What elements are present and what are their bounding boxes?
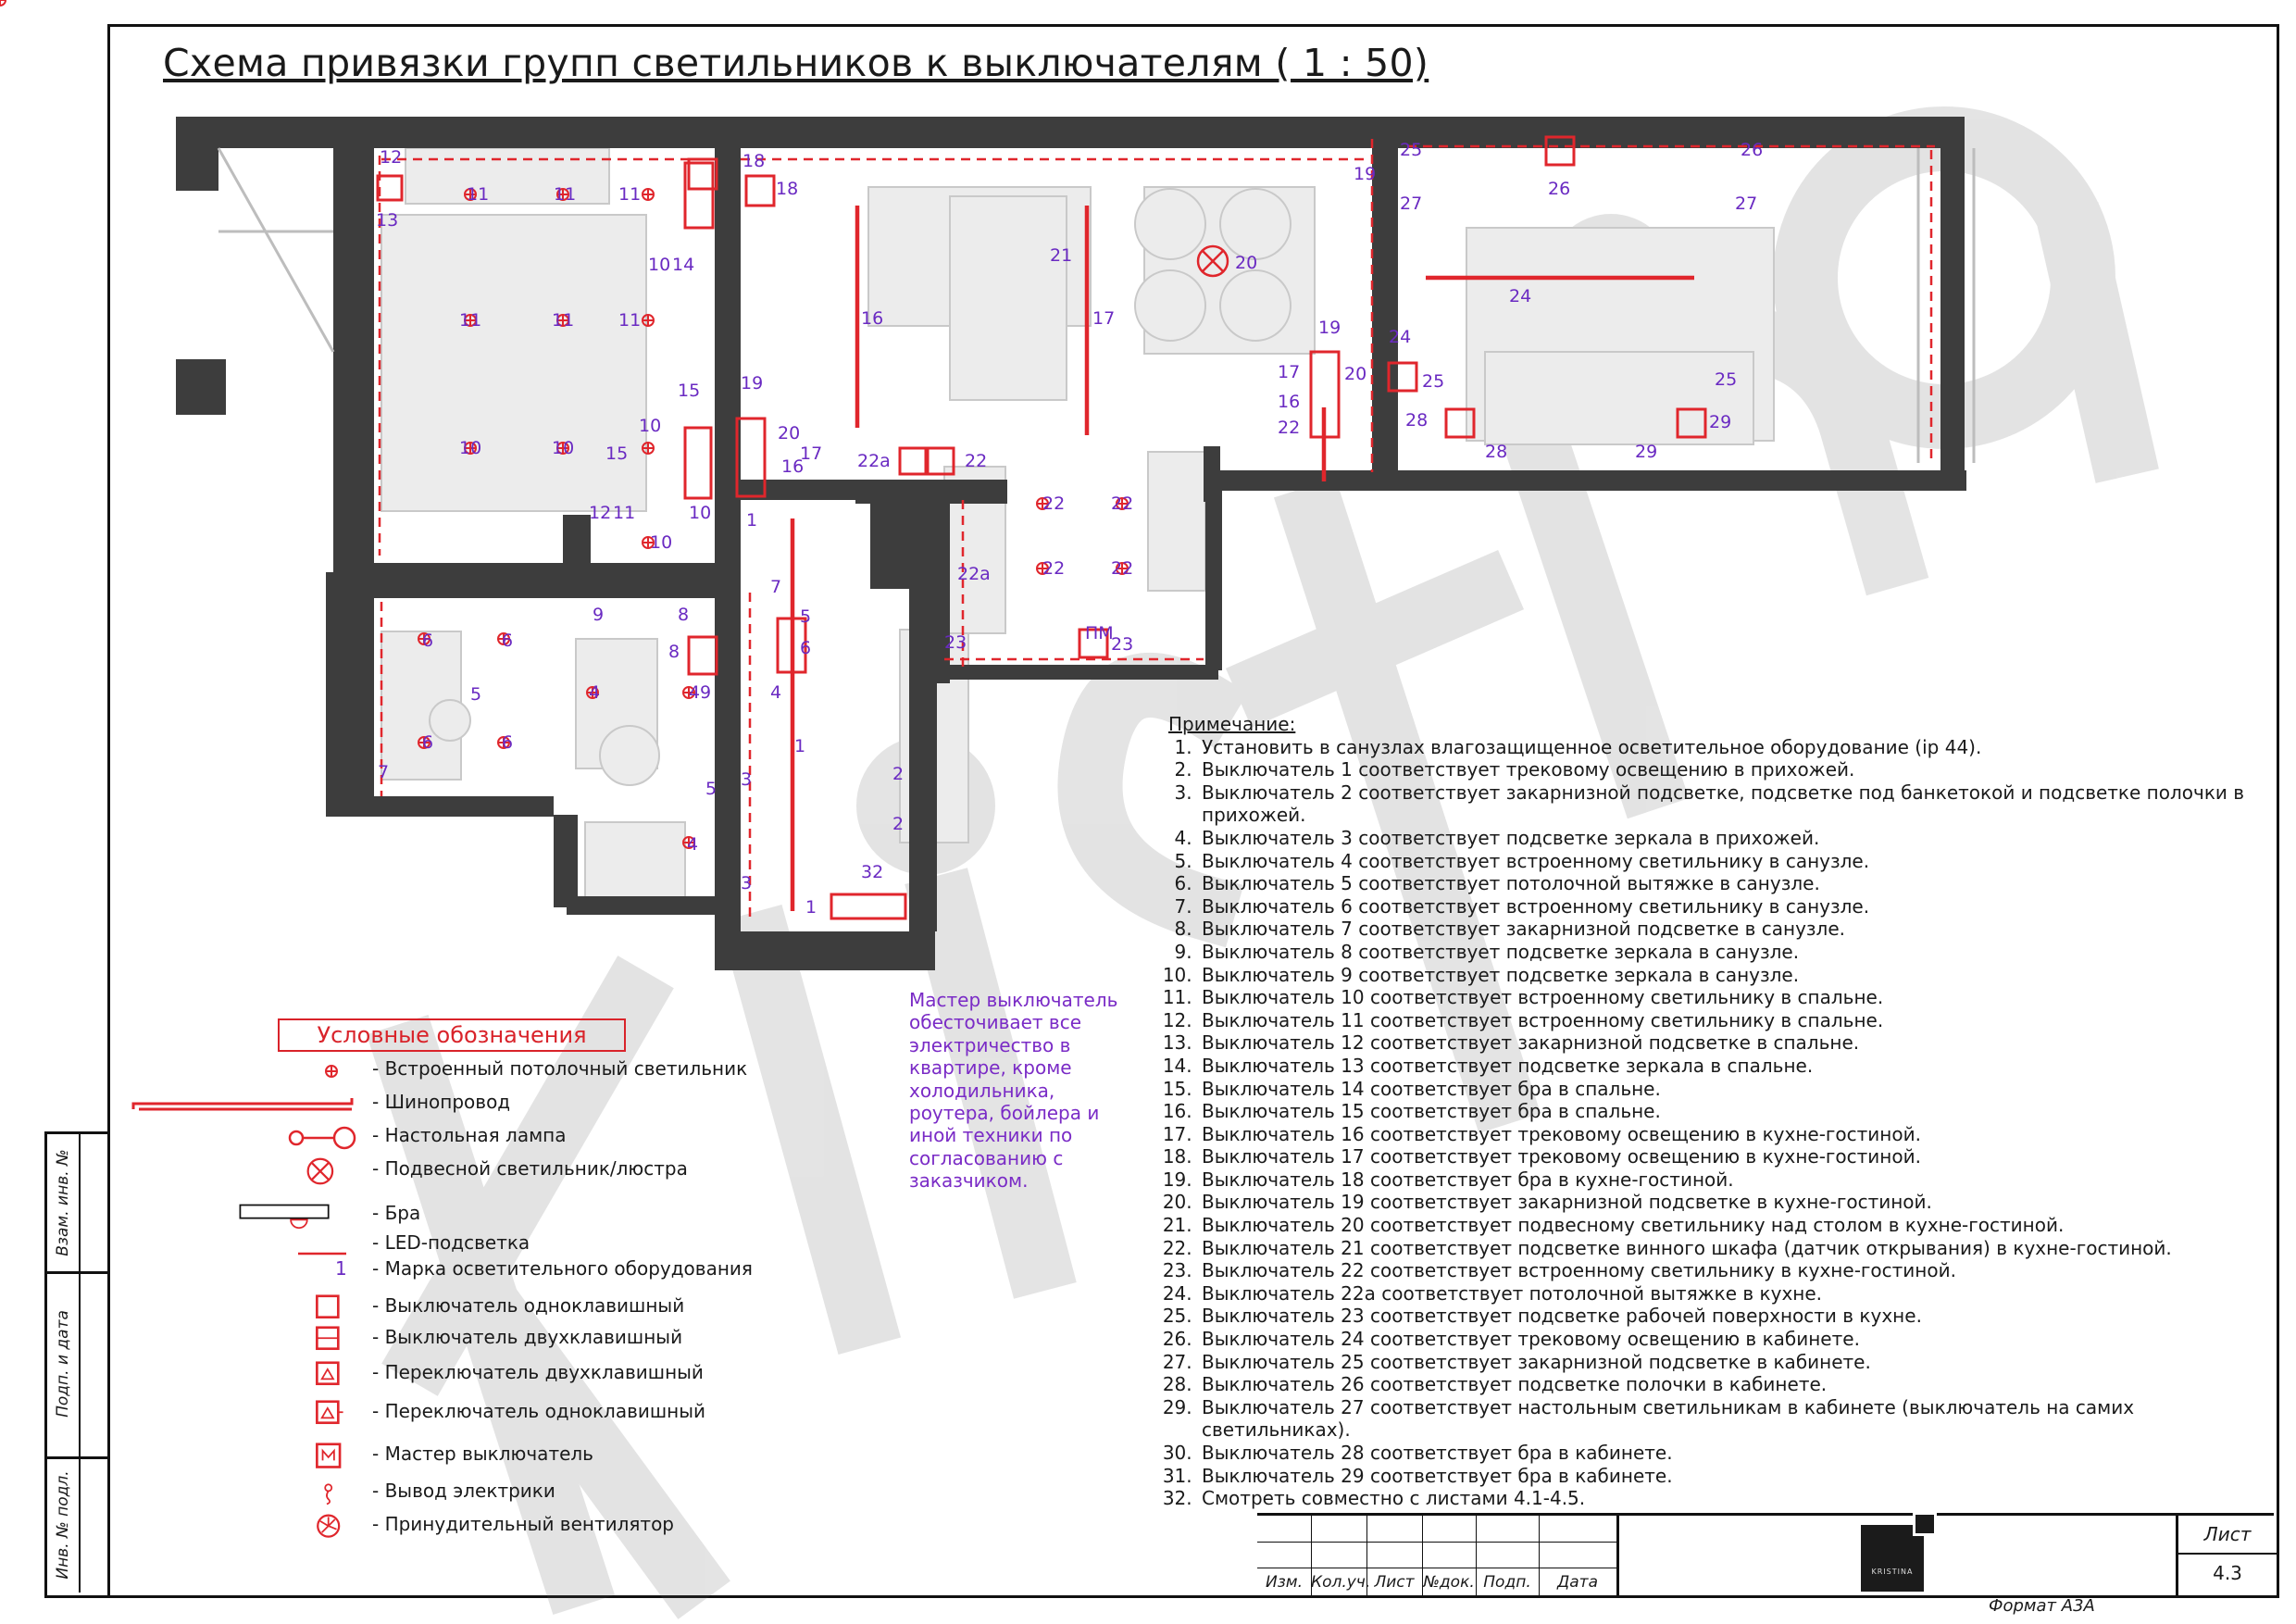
svg-text:11: 11 <box>554 184 577 205</box>
note-item: 19. Выключатель 18 соответствует бра в кухне-гостиной. <box>1198 1168 2261 1192</box>
col-doc: №док. <box>1423 1573 1475 1592</box>
switch-single-icon <box>130 1294 370 1322</box>
sconce-icon <box>130 1202 370 1230</box>
note-item: 2. Выключатель 1 соответствует трековому освещению в прихожей. <box>1198 758 2261 781</box>
svg-text:16: 16 <box>861 308 884 329</box>
svg-text:4: 4 <box>689 682 701 703</box>
recessed-light-icon <box>130 1057 370 1085</box>
svg-text:20: 20 <box>1344 364 1367 384</box>
legend-title: Условные обозначения <box>278 1018 626 1052</box>
svg-text:8: 8 <box>668 642 680 662</box>
svg-text:11: 11 <box>618 310 642 331</box>
page-title: Схема привязки групп светильников к выключателям ( 1 : 50) <box>163 41 1429 85</box>
note-item: 4. Выключатель 3 соответствует подсветке зеркала в прихожей. <box>1198 827 2261 850</box>
note-item: 28. Выключатель 26 соответствует подсветке полочки в кабинете. <box>1198 1373 2261 1396</box>
marker-icon: 1 <box>335 1257 347 1280</box>
note-item: 17. Выключатель 16 соответствует трековому освещению в кухне-гостиной. <box>1198 1123 2261 1146</box>
note-item: 27. Выключатель 25 соответствует закарнизной подсветке в кабинете. <box>1198 1351 2261 1374</box>
col-list: Лист <box>1374 1573 1415 1592</box>
toggle-single-icon <box>130 1400 370 1428</box>
svg-text:11: 11 <box>552 310 575 331</box>
col-izm: Изм. <box>1266 1573 1303 1592</box>
note-item: 26. Выключатель 24 соответствует трековому освещению в кабинете. <box>1198 1328 2261 1351</box>
title-block <box>1257 1513 2274 1595</box>
svg-text:29: 29 <box>1709 412 1732 432</box>
note-item: 18. Выключатель 17 соответствует трековому освещению в кухне-гостиной. <box>1198 1145 2261 1168</box>
svg-text:22: 22 <box>1111 558 1134 579</box>
svg-text:32: 32 <box>861 862 884 882</box>
svg-text:1: 1 <box>805 897 817 918</box>
svg-text:6: 6 <box>800 638 812 658</box>
note-item: 21. Выключатель 20 соответствует подвесному светильнику над столом в кухне-гостиной. <box>1198 1214 2261 1237</box>
svg-text:14: 14 <box>672 255 695 275</box>
note-item: 30. Выключатель 28 соответствует бра в кабинете. <box>1198 1442 2261 1465</box>
company-logo: KRISTINA <box>1861 1525 1924 1592</box>
svg-text:2: 2 <box>892 764 905 784</box>
svg-text:29: 29 <box>1635 442 1658 462</box>
side-title-block <box>44 1131 110 1598</box>
svg-text:22: 22 <box>965 451 988 471</box>
svg-text:9: 9 <box>593 605 605 625</box>
wire-outlet-icon <box>130 1480 370 1507</box>
sheet-number-cell <box>2176 1516 2277 1595</box>
svg-text:26: 26 <box>1548 179 1571 199</box>
svg-text:16: 16 <box>1278 392 1301 412</box>
toggle-double-icon <box>130 1361 370 1389</box>
svg-text:10: 10 <box>552 438 575 458</box>
note-item: 6. Выключатель 5 соответствует потолочной вытяжке в санузле. <box>1198 872 2261 895</box>
svg-text:6: 6 <box>422 732 434 753</box>
svg-text:4: 4 <box>770 682 782 703</box>
note-item: 16. Выключатель 15 соответствует бра в спальне. <box>1198 1100 2261 1123</box>
note-item: 12. Выключатель 11 соответствует встроенному светильнику в спальне. <box>1198 1009 2261 1032</box>
led-strip-icon <box>130 1231 370 1259</box>
svg-text:21: 21 <box>1050 245 1073 266</box>
svg-text:20: 20 <box>1235 253 1258 273</box>
side-cell-replace: Взам. инв. № <box>47 1134 110 1274</box>
svg-text:10: 10 <box>639 416 662 436</box>
note-item: 14. Выключатель 13 соответствует подсветке зеркала в спальне. <box>1198 1055 2261 1078</box>
svg-text:22: 22 <box>1042 558 1066 579</box>
note-item: 23. Выключатель 22 соответствует встроенному светильнику в кухне-гостиной. <box>1198 1259 2261 1282</box>
svg-text:1: 1 <box>746 510 758 531</box>
svg-text:11: 11 <box>613 503 636 523</box>
svg-text:24: 24 <box>1509 286 1532 306</box>
note-item: 10. Выключатель 9 соответствует подсветке зеркала в санузле. <box>1198 964 2261 987</box>
svg-text:18: 18 <box>742 151 766 171</box>
svg-text:10: 10 <box>648 255 671 275</box>
svg-text:12: 12 <box>380 147 403 168</box>
svg-text:3: 3 <box>741 769 753 790</box>
svg-text:ПМ: ПМ <box>1085 623 1114 643</box>
paper-format: Формат А3А <box>1989 1596 2095 1616</box>
svg-text:4: 4 <box>589 682 601 703</box>
note-item: 8. Выключатель 7 соответствует закарнизной подсветке в санузле. <box>1198 918 2261 941</box>
svg-text:6: 6 <box>502 631 514 651</box>
svg-text:15: 15 <box>605 443 629 464</box>
note-item: 20. Выключатель 19 соответствует закарнизной подсветке в кухне-гостиной. <box>1198 1191 2261 1214</box>
note-item: 22. Выключатель 21 соответствует подсветке винного шкафа (датчик открывания) в кухне-гостиной. <box>1198 1237 2261 1260</box>
svg-text:22: 22 <box>1111 493 1134 514</box>
switch-double-icon <box>130 1326 370 1354</box>
svg-text:7: 7 <box>770 577 782 597</box>
svg-text:2: 2 <box>892 814 905 834</box>
svg-text:27: 27 <box>1735 194 1758 214</box>
note-item: 13. Выключатель 12 соответствует закарнизной подсветке в спальне. <box>1198 1031 2261 1055</box>
svg-text:1: 1 <box>794 736 806 756</box>
svg-text:15: 15 <box>678 381 701 401</box>
svg-text:19: 19 <box>1354 164 1377 184</box>
svg-text:8: 8 <box>678 605 690 625</box>
svg-text:11: 11 <box>618 184 642 205</box>
busbar-icon <box>130 1091 370 1118</box>
svg-text:7: 7 <box>378 762 390 782</box>
svg-text:18: 18 <box>776 179 799 199</box>
svg-text:24: 24 <box>1389 327 1412 347</box>
svg-text:27: 27 <box>1400 194 1423 214</box>
note-item: 15. Выключатель 14 соответствует бра в спальне. <box>1198 1078 2261 1101</box>
pendant-light-icon <box>130 1157 370 1185</box>
col-sign: Подп. <box>1483 1573 1531 1592</box>
svg-text:4: 4 <box>687 834 699 855</box>
notes <box>1168 713 2261 1510</box>
sheet-label: Лист <box>2178 1523 2277 1555</box>
svg-text:10: 10 <box>459 438 482 458</box>
svg-text:16: 16 <box>781 456 805 477</box>
svg-text:17: 17 <box>1092 308 1116 329</box>
svg-text:10: 10 <box>650 532 673 553</box>
svg-text:6: 6 <box>422 631 434 651</box>
table-lamp-icon <box>130 1124 370 1152</box>
sheet-number: 4.3 <box>2213 1562 2242 1584</box>
svg-text:22a: 22a <box>957 564 991 584</box>
note-item: 29. Выключатель 27 соответствует настольным светильникам в кабинете (выключатель на самих светильниках). <box>1198 1396 2261 1442</box>
col-kol: Кол.уч. <box>1311 1573 1371 1592</box>
master-switch-callout: Мастер выключатель обесточивает все электричество в квартире, кроме холодильника, роутера, бойлера и иной техники по согласованию с заказчиком. <box>909 989 1118 1193</box>
svg-text:28: 28 <box>1405 410 1429 431</box>
svg-text:28: 28 <box>1485 442 1508 462</box>
svg-text:22: 22 <box>1042 493 1066 514</box>
note-item: 24. Выключатель 22а соответствует потолочной вытяжке в кухне. <box>1198 1282 2261 1305</box>
svg-text:3: 3 <box>741 873 753 893</box>
col-date: Дата <box>1556 1573 1599 1592</box>
note-item: 7. Выключатель 6 соответствует встроенному светильнику в санузле. <box>1198 895 2261 918</box>
svg-text:22a: 22a <box>857 451 891 471</box>
svg-text:11: 11 <box>467 184 490 205</box>
svg-text:17: 17 <box>1278 362 1301 382</box>
notes-list <box>1168 736 2261 1510</box>
svg-text:25: 25 <box>1422 371 1445 392</box>
svg-text:20: 20 <box>778 423 801 443</box>
fan-icon <box>130 1513 370 1541</box>
note-item: 5. Выключатель 4 соответствует встроенному светильнику в санузле. <box>1198 850 2261 873</box>
svg-text:5: 5 <box>470 684 482 705</box>
svg-text:26: 26 <box>1741 140 1764 160</box>
svg-text:22: 22 <box>1278 418 1301 438</box>
svg-text:25: 25 <box>1400 140 1423 160</box>
note-item: 1. Установить в санузлах влагозащищенное осветительное оборудование (ip 44). <box>1198 736 2261 759</box>
side-cell-inv: Инв. № подл. <box>47 1456 110 1593</box>
note-item: 32. Смотреть совместно с листами 4.1-4.5. <box>1198 1487 2261 1510</box>
svg-text:19: 19 <box>741 373 764 394</box>
svg-text:23: 23 <box>1111 634 1134 655</box>
svg-text:10: 10 <box>689 503 712 523</box>
note-item: 11. Выключатель 10 соответствует встроенному светильнику в спальне. <box>1198 986 2261 1009</box>
svg-text:6: 6 <box>502 732 514 753</box>
svg-text:9: 9 <box>700 682 712 703</box>
master-switch-icon <box>130 1443 370 1470</box>
svg-text:23: 23 <box>944 632 967 653</box>
note-item: 9. Выключатель 8 соответствует подсветке зеркала в санузле. <box>1198 941 2261 964</box>
svg-text:5: 5 <box>705 779 718 799</box>
svg-text:11: 11 <box>459 310 482 331</box>
notes-title: Примечание: <box>1168 713 1296 735</box>
svg-text:17: 17 <box>800 443 823 464</box>
svg-text:19: 19 <box>1318 318 1341 338</box>
note-item: 3. Выключатель 2 соответствует закарнизной подсветке, подсветке под банкетокой и подсветке полочки в прихожей. <box>1198 781 2261 827</box>
revision-grid <box>1257 1516 1619 1595</box>
svg-text:13: 13 <box>376 210 399 231</box>
side-cell-sign: Подп. и дата <box>47 1271 110 1459</box>
svg-text:25: 25 <box>1715 369 1738 390</box>
svg-text:5: 5 <box>800 606 812 627</box>
note-item: 31. Выключатель 29 соответствует бра в кабинете. <box>1198 1465 2261 1488</box>
svg-text:12: 12 <box>589 503 612 523</box>
note-item: 25. Выключатель 23 соответствует подсветке рабочей поверхности в кухне. <box>1198 1305 2261 1328</box>
